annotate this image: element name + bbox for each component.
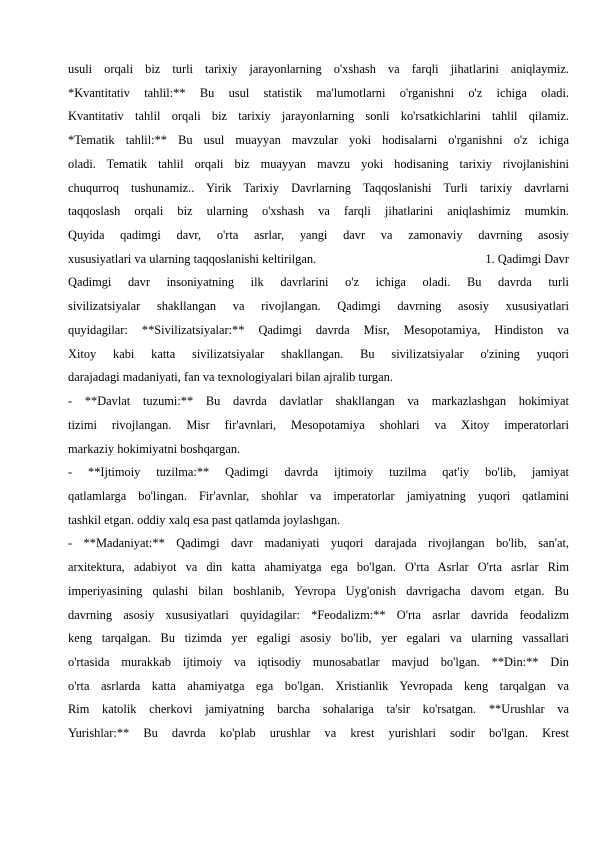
- document-page: [68, 58, 569, 746]
- text-line: davrning asosiy xususiyatlari quyidagilar: *Feodalizm:** O'rta asrlar davrida feodalizm: [68, 607, 569, 622]
- text-line: [68, 248, 569, 272]
- text-line: *Tematik tahlil:** Bu usul muayyan mavzular yoki hodisalarni o'rganishni o'z ichiga: [68, 133, 569, 148]
- text-line: Rim katolik cherkovi jamiyatning barcha sohalariga ta'sir ko'rsatgan. **Urushlar va: [68, 702, 569, 717]
- text-line: arxitektura, adabiyot va din katta ahamiyatga ega bo'lgan. O'rta Asrlar O'rta asrlar Rim: [68, 560, 569, 575]
- text-segment: xususiyatlari va ularning taqqoslanishi keltirilgan.: [68, 251, 317, 266]
- text-line: oladi. Tematik tahlil orqali biz muayyan mavzu yoki hodisaning tarixiy rivojlanishini: [68, 156, 569, 171]
- text-line: taqqoslash orqali biz ularning o'xshash va farqli jihatlarini aniqlashimiz mumkin.: [68, 204, 569, 219]
- text-line: usuli orqali biz turli tarixiy jarayonlarning o'xshash va farqli jihatlarini aniqlaymiz.: [68, 62, 569, 76]
- text-line: darajadagi madaniyati, fan va texnologiyalari bilan ajralib turgan.: [68, 370, 393, 385]
- text-line: - **Davlat tuzumi:** Bu davrda davlatlar shakllangan va markazlashgan hokimiyat: [68, 394, 569, 409]
- text-line: *Kvantitativ tahlil:** Bu usul statistik ma'lumotlarni o'rganishni o'z ichiga oladi.: [68, 85, 569, 100]
- text-line: tizimi rivojlangan. Misr fir'avnlari, Mesopotamiya shohlari va Xitoy imperatorlari: [68, 417, 569, 432]
- text-line: - **Madaniyat:** Qadimgi davr madaniyati yuqori darajada rivojlangan bo'lib, san'at,: [68, 536, 569, 551]
- text-line: tashkil etgan. oddiy xalq esa past qatlamda joylashgan.: [68, 512, 341, 527]
- text-line: keng tarqalgan. Bu tizimda yer egaligi asosiy bo'lib, yer egalari va ularning vassallari: [68, 631, 569, 646]
- text-line: markaziy hokimiyatni boshqargan.: [68, 441, 241, 456]
- text-line: quyidagilar: **Sivilizatsiyalar:** Qadimgi davrda Misr, Mesopotamiya, Hindiston va: [68, 322, 569, 337]
- text-line: qatlamlarga bo'lingan. Fir'avnlar, shohlar va imperatorlar jamiyatning yuqori qatlamini: [68, 488, 569, 503]
- text-line: chuqurroq tushunamiz.. Yirik Tarixiy Davrlarning Taqqoslanishi Turli tarixiy davrlarni: [68, 180, 569, 195]
- text-line: o'rta asrlarda katta ahamiyatga ega bo'lgan. Xristianlik Yevropada keng tarqalgan va: [68, 678, 569, 693]
- text-line: o'rtasida murakkab ijtimoiy va iqtisodiy munosabatlar mavjud bo'lgan. **Din:** Din: [68, 654, 569, 669]
- text-line: Quyida qadimgi davr, o'rta asrlar, yangi davr va zamonaviy davrning asosiy: [68, 228, 569, 243]
- text-line: Kvantitativ tahlil orqali biz tarixiy jarayonlarning sonli ko'rsatkichlarini tahlil qilamiz.: [68, 109, 569, 124]
- text-line: Qadimgi davr insoniyatning ilk davrlarini o'z ichiga oladi. Bu davrda turli: [68, 275, 569, 290]
- text-line: - **Ijtimoiy tuzilma:** Qadimgi davrda ijtimoiy tuzilma qat'iy bo'lib, jamiyat: [68, 465, 569, 480]
- section-heading: 1. Qadimgi Davr: [485, 251, 569, 266]
- text-line: imperiyasining qulashi bilan boshlanib, Yevropa Uyg'onish davrigacha davom etgan. Bu: [68, 583, 569, 598]
- text-line: sivilizatsiyalar shakllangan va rivojlangan. Qadimgi davrning asosiy xususiyatlari: [68, 299, 569, 314]
- text-line: Yurishlar:** Bu davrda ko'plab urushlar va krest yurishlari sodir bo'lgan. Krest: [68, 726, 569, 741]
- text-line: Xitoy kabi katta sivilizatsiyalar shakllangan. Bu sivilizatsiyalar o'zining yuqori: [68, 346, 569, 361]
